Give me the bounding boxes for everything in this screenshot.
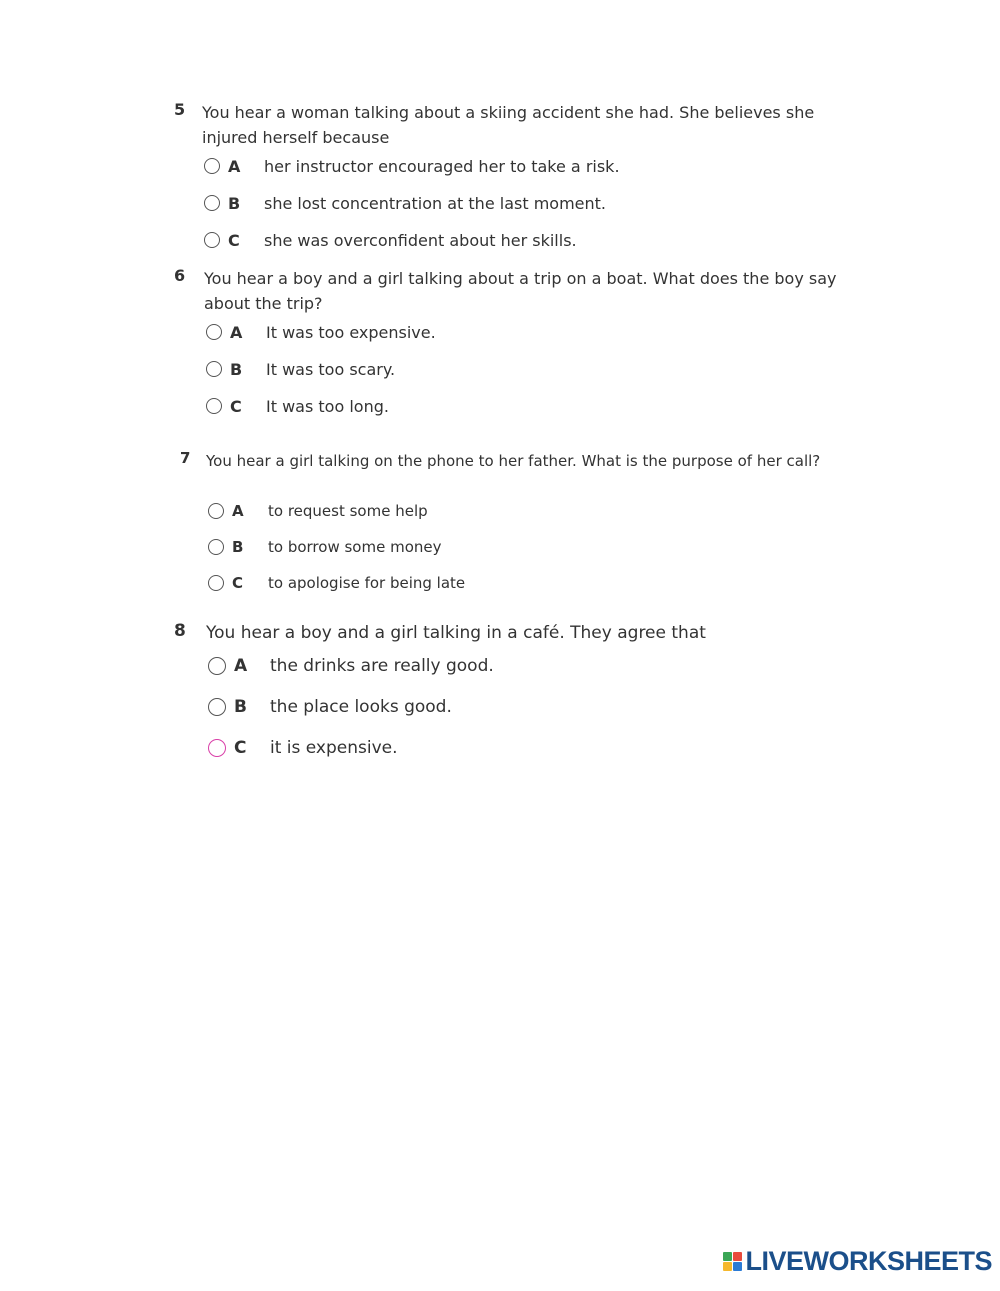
- logo-text: LIVEWORKSHEETS: [745, 1246, 992, 1276]
- radio-button[interactable]: [208, 739, 226, 757]
- radio-button[interactable]: [204, 158, 220, 174]
- question-number: 6: [174, 266, 186, 285]
- radio-button[interactable]: [206, 361, 222, 377]
- option-text: the place looks good.: [270, 697, 452, 717]
- option-letter: C: [230, 396, 242, 416]
- question-stem: You hear a boy and a girl talking about a trip on a boat. What does the boy say about the trip?: [204, 269, 837, 313]
- option-a[interactable]: [206, 319, 436, 345]
- option-letter: B: [230, 359, 243, 379]
- radio-button[interactable]: [204, 195, 220, 211]
- radio-button[interactable]: [208, 698, 226, 716]
- radio-button[interactable]: [208, 657, 226, 675]
- option-letter: C: [232, 574, 244, 592]
- option-a[interactable]: [208, 498, 428, 524]
- option-text: It was too long.: [266, 396, 389, 416]
- question-number: 5: [174, 100, 186, 119]
- radio-button[interactable]: [206, 324, 222, 340]
- option-letter: A: [232, 502, 244, 520]
- liveworksheets-logo: [723, 1246, 992, 1277]
- radio-button[interactable]: [206, 398, 222, 414]
- option-text: her instructor encouraged her to take a risk.: [264, 156, 620, 176]
- option-b[interactable]: [206, 356, 395, 382]
- option-letter: C: [234, 738, 247, 758]
- option-b[interactable]: [208, 534, 441, 560]
- question-stem: You hear a girl talking on the phone to her father. What is the purpose of her call?: [206, 452, 821, 470]
- option-text: it is expensive.: [270, 738, 398, 758]
- question-number: 7: [180, 449, 191, 467]
- option-b[interactable]: [204, 190, 606, 216]
- option-c[interactable]: [206, 393, 389, 419]
- option-letter: B: [234, 697, 247, 717]
- option-letter: A: [230, 322, 243, 342]
- option-letter: A: [234, 656, 248, 676]
- option-text: she was overconfident about her skills.: [264, 230, 577, 250]
- option-letter: C: [228, 230, 240, 250]
- logo-mark-icon: [723, 1252, 742, 1271]
- option-letter: B: [228, 193, 241, 213]
- option-letter: A: [228, 156, 241, 176]
- option-text: to request some help: [268, 502, 428, 520]
- option-text: to borrow some money: [268, 538, 442, 556]
- question-stem: You hear a boy and a girl talking in a café. They agree that: [206, 623, 706, 643]
- radio-button[interactable]: [208, 503, 224, 519]
- radio-button[interactable]: [208, 575, 224, 591]
- option-c[interactable]: [208, 570, 465, 596]
- option-c[interactable]: [208, 735, 398, 761]
- option-text: to apologise for being late: [268, 574, 466, 592]
- question-stem: You hear a woman talking about a skiing accident she had. She believes she injured herself because: [202, 103, 815, 147]
- option-b[interactable]: [208, 694, 452, 720]
- option-text: It was too scary.: [266, 359, 396, 379]
- question-number: 8: [174, 621, 186, 641]
- option-text: It was too expensive.: [266, 322, 436, 342]
- option-text: she lost concentration at the last moment.: [264, 193, 606, 213]
- option-c[interactable]: [204, 227, 577, 253]
- radio-button[interactable]: [208, 539, 224, 555]
- option-a[interactable]: [204, 153, 620, 179]
- option-a[interactable]: [208, 653, 494, 679]
- option-text: the drinks are really good.: [270, 656, 494, 676]
- radio-button[interactable]: [204, 232, 220, 248]
- option-letter: B: [232, 538, 244, 556]
